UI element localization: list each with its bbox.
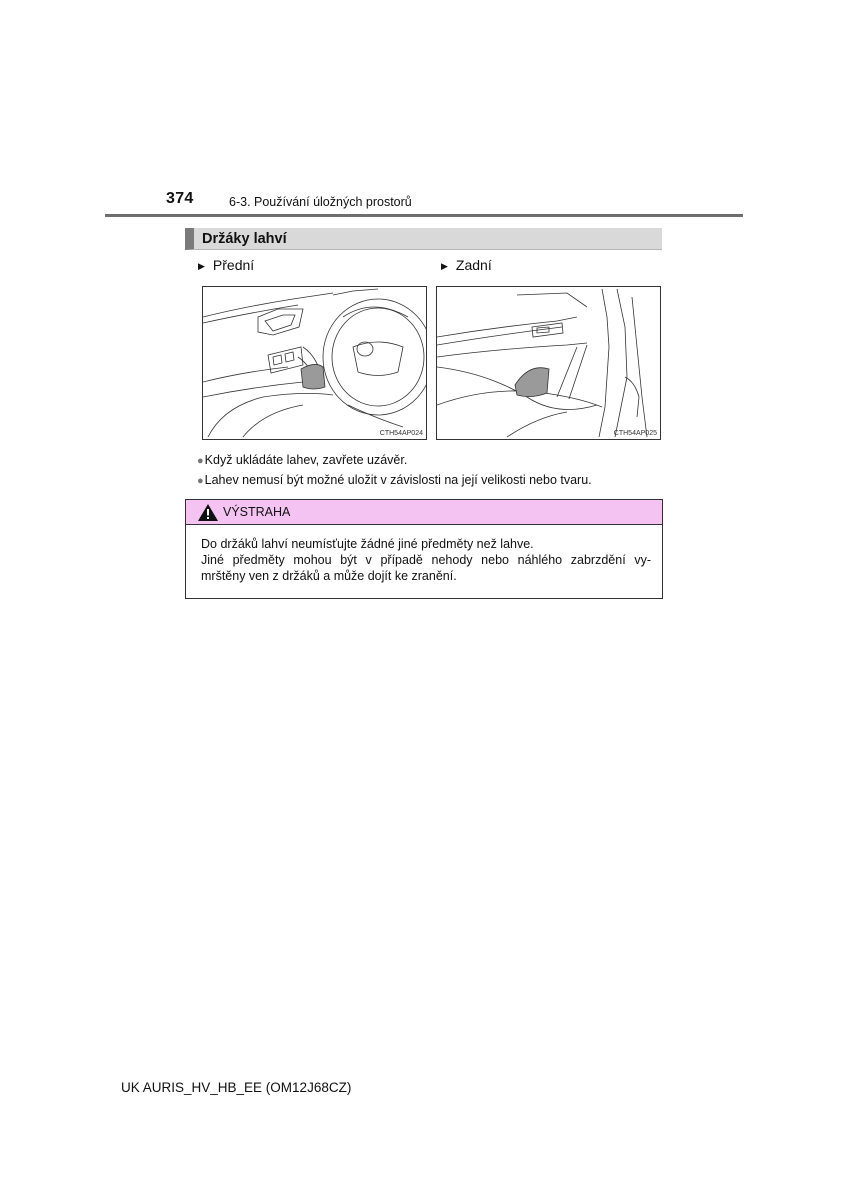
warning-line: mrštěny ven z držáků a může dojít ke zranění. [201,569,457,583]
warning-label: VÝSTRAHA [223,505,291,519]
front-bottle-holder-illustration [202,286,427,440]
warning-header [186,500,662,525]
warning-triangle-icon [198,504,218,521]
bullet-text: Když ukládáte lahev, zavřete uzávěr. [204,453,408,467]
bullet-text: Lahev nemusí být možné uložit v závislosti na její velikosti nebo tvaru. [204,473,592,487]
page-number: 374 [166,190,194,207]
section-title: Držáky lahví [202,231,287,247]
footer-doc-id: UK AURIS_HV_HB_EE (OM12J68CZ) [121,1080,352,1095]
rear-label [441,257,492,273]
rear-figure-code: CTH54AP025 [613,430,657,437]
warning-line: Do držáků lahví neumísťujte žádné jiné předměty než lahve. [201,537,534,551]
front-label [198,257,254,273]
warning-text [201,536,651,584]
triangle-right-icon: ▶ [441,261,448,271]
rear-label-text: Zadní [455,257,492,273]
bullet-dot-icon: ● [197,455,204,467]
front-figure-code: CTH54AP024 [379,430,423,437]
warning-line: Jiné předměty mohou být v případě nehody nebo náhlého zabrzdění vy- [201,553,651,567]
bullet-dot-icon: ● [197,475,204,487]
bullet-item [197,453,407,467]
section-path: 6-3. Používání úložných prostorů [229,195,412,209]
bullet-item [197,473,592,487]
header-rule [105,214,743,217]
front-label-text: Přední [212,257,255,273]
section-title-bar [185,228,662,250]
warning-box [185,499,663,599]
rear-door-drawing [437,287,660,439]
front-door-drawing [203,287,426,439]
rear-holder-highlight [515,368,549,397]
rear-bottle-holder-illustration [436,286,661,440]
triangle-right-icon: ▶ [198,261,205,271]
front-holder-highlight [301,364,325,389]
